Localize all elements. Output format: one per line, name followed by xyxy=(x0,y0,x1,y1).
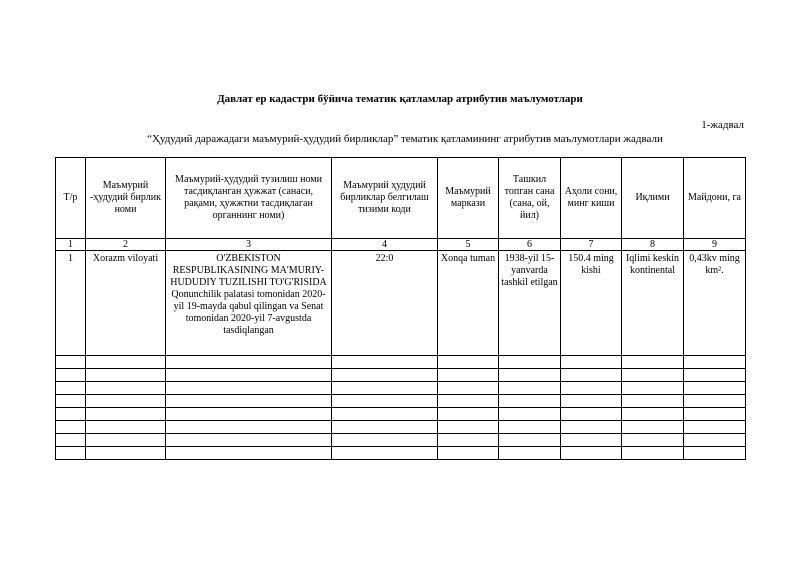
header-cell-climate: Иқлими xyxy=(622,158,684,239)
table-row xyxy=(56,251,746,356)
empty-row xyxy=(56,395,746,408)
population-cell: 150.4 ming kishi xyxy=(561,251,622,356)
header-cell-population: Аҳоли сони, минг киши xyxy=(561,158,622,239)
column-number-row xyxy=(56,239,746,251)
document-cell xyxy=(166,251,332,356)
empty-row xyxy=(56,421,746,434)
column-number: 1 xyxy=(56,239,86,251)
row-number-cell: 1 xyxy=(56,251,86,356)
column-number: 2 xyxy=(86,239,166,251)
code-cell: 22:0 xyxy=(332,251,438,356)
attribute-table xyxy=(55,157,746,460)
climate-cell: Iqlimi keskin kontinental xyxy=(622,251,684,356)
header-cell-code: Маъмурий ҳудудий бирликлар белгилаш тизими коди xyxy=(332,158,438,239)
table-subtitle: “Ҳудудий даражадаги маъмурий-ҳудудий бирликлар” тематик қатламининг атрибутив маълумотлари жадвали xyxy=(147,133,663,145)
center-cell: Xonqa tuman xyxy=(438,251,499,356)
empty-row xyxy=(56,369,746,382)
document-note-text: Qonunchilik palatasi tomonidan 2020-yil 19-mayda qabul qilingan va Senat tomonidan 2020-yil 7-avgustda tasdiqlangan xyxy=(171,289,326,336)
header-cell-area: Майдони, га xyxy=(684,158,746,239)
document-title: Давлат ер кадастри бўйича тематик қатламлар атрибутив маълумотлари xyxy=(217,93,583,105)
empty-row xyxy=(56,434,746,447)
area-cell: 0,43kv ming km². xyxy=(684,251,746,356)
column-number: 5 xyxy=(438,239,499,251)
unit-name-cell: Xorazm viloyati xyxy=(86,251,166,356)
table-number: 1-жадвал xyxy=(701,119,744,131)
empty-row xyxy=(56,408,746,421)
column-number: 8 xyxy=(622,239,684,251)
column-number: 7 xyxy=(561,239,622,251)
empty-row xyxy=(56,447,746,460)
header-cell-center: Маъмурий маркази xyxy=(438,158,499,239)
column-number: 6 xyxy=(499,239,561,251)
founded-cell: 1938-yil 15-yanvarda tashkil etilgan xyxy=(499,251,561,356)
header-cell-index: Т/р xyxy=(56,158,86,239)
header-cell-unit-name: Маъмурий -ҳудудий бирлик номи xyxy=(86,158,166,239)
header-cell-document: Маъмурий-ҳудудий тузилиш номи тасдиқланган ҳужжат (санаси, рақами, ҳужжтни тасдиқлаган органнинг номи) xyxy=(166,158,332,239)
empty-row xyxy=(56,356,746,369)
column-number: 4 xyxy=(332,239,438,251)
header-row xyxy=(56,158,746,239)
empty-row xyxy=(56,382,746,395)
header-cell-founded: Ташкил топган сана (сана, ой, йил) xyxy=(499,158,561,239)
column-number: 3 xyxy=(166,239,332,251)
document-title-text: O'ZBEKISTON RESPUBLIKASINING MA'MURIY-HUDUDIY TUZILISHI TO'G'RISIDA xyxy=(170,253,327,288)
column-number: 9 xyxy=(684,239,746,251)
